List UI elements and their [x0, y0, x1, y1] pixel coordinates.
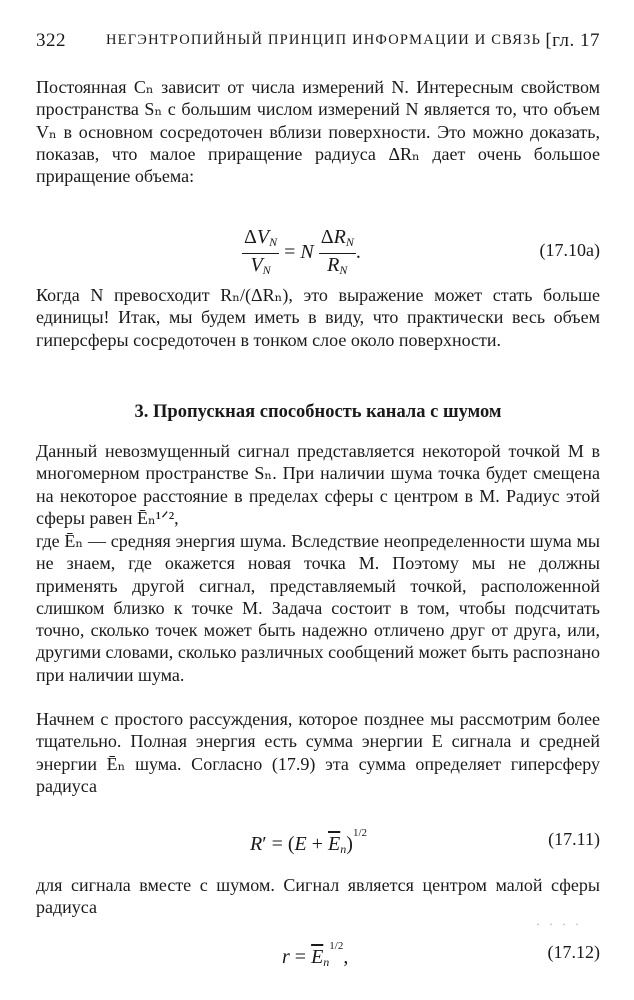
chapter-ref: [гл. 17 [545, 30, 600, 51]
section-heading: 3. Пропускная способность канала с шумом [134, 402, 502, 422]
running-header [36, 30, 600, 56]
page-number: 322 [36, 30, 66, 51]
equation-number: (17.10a) [539, 240, 600, 260]
paragraph-1: Постоянная Cₙ зависит от числа измерений N. Интересным свойством пространства Sₙ с большим числом измерений N является то, что объем Vₙ в основном сосредоточен вблизи поверхности. Это можно доказать, показав, что малое приращение радиуса ΔRₙ дает очень большое приращение объема: [36, 77, 600, 187]
equation-number: (17.12) [547, 942, 600, 962]
equation-17-10a [36, 226, 600, 276]
paragraph-2: Когда N превосходит Rₙ/(ΔRₙ), это выражение может стать больше единицы! Итак, мы будем иметь в виду, что практически весь объем гиперсферы сосредоточен в тонком слое около поверхности. [36, 285, 600, 350]
equation-17-12 [36, 930, 600, 976]
equation-body: $r = \overline{E}_n^{1/2}$, [282, 940, 349, 969]
faint-dots: · · · · [536, 917, 582, 931]
paragraph-3: Данный невозмущенный сигнал представляется некоторой точкой M в многомерном пространстве Sₙ. При наличии шума точка будет смещена на некоторое расстояние в пределах сферы с центром в M. Радиус этой сферы равен Ēₙ¹ᐟ², [36, 441, 600, 528]
paragraph-4: где Ēₙ — средняя энергия шума. Вследствие неопределенности шума мы не знаем, где окажется новая точка M. Поэтому мы не должны применять другой сигнал, представляемый точкой, расположенной слишком близко к точке M. Задача состоит в том, чтобы подсчитать точно, сколько точек может быть надежно отличено друг от друга, или, другими словами, сколько различных сообщений может быть распознано при наличии шума. [36, 531, 600, 685]
fraction-dv-v: $\frac{\Delta V_N}{V_N}$ [244, 226, 278, 277]
equals-n: = N [284, 241, 314, 264]
equation-number: (17.11) [548, 829, 600, 849]
equation-17-11 [36, 815, 600, 865]
running-title: НЕГЭНТРОПИЙНЫЙ ПРИНЦИП ИНФОРМАЦИИ И СВЯЗЬ [106, 32, 542, 48]
fraction-dr-r: $\frac{\Delta R_N}{R_N}$ [320, 226, 354, 277]
paragraph-6: для сигнала вместе с шумом. Сигнал является центром малой сферы радиуса [36, 875, 600, 918]
equation-body: $\frac{\Delta V_N}{V_N}$ = N $\frac{\Delta R_N}{R_N}$ . [242, 226, 361, 281]
equation-body: $R' = (E + \overline{E}_n)^{1/2}$ [250, 827, 367, 856]
paragraph-5: Начнем с простого рассуждения, которое позднее мы рассмотрим более тщательно. Полная энергия есть сумма энергии E сигнала и средней энергии Ēₙ шума. Согласно (17.9) эта сумма определяет гиперсферу радиуса [36, 709, 600, 796]
